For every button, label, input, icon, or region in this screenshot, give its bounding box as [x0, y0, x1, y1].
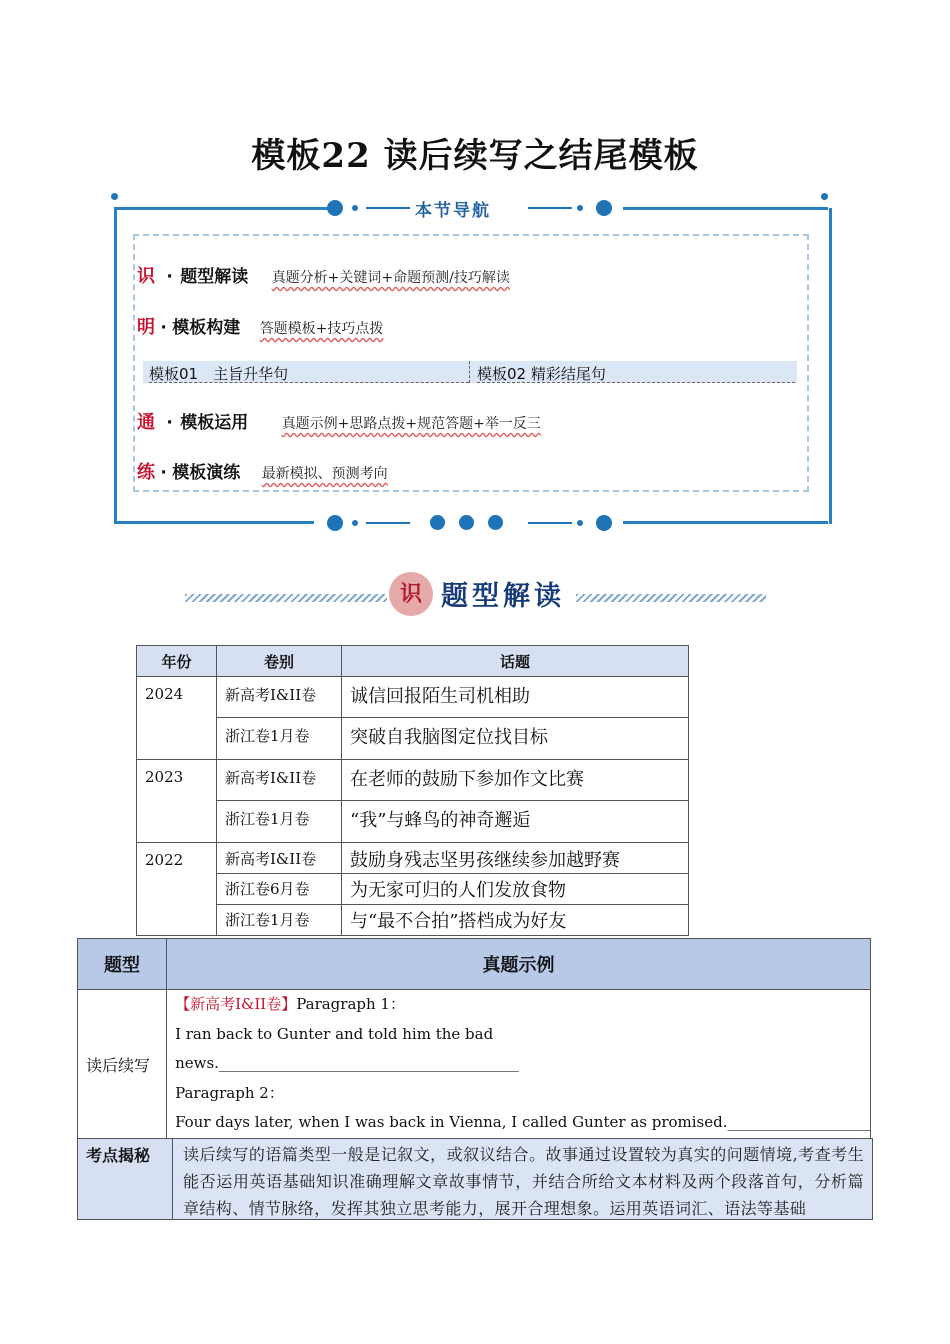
nav-bottom-line-right [623, 521, 828, 524]
page-title: 模板22 读后续写之结尾模板 [251, 136, 699, 176]
corner-dot-left [111, 193, 118, 200]
corner-dot-right [821, 193, 828, 200]
nav-dot-icon [596, 200, 612, 216]
nav-desc: 真题示例+思路点拨+规范答题+举一反三 [281, 416, 541, 432]
nav-dash [528, 522, 572, 524]
section-stripes-right [576, 594, 766, 602]
nav-sep: · [166, 413, 173, 433]
nav-desc: 最新模拟、预测考向 [261, 466, 388, 482]
paper-cell: 新高考I&II卷 [217, 843, 342, 874]
topic-cell: 在老师的鼓励下参加作文比赛 [342, 760, 689, 801]
example-line: news.________________________________________ [175, 1054, 519, 1072]
nav-label: 模板运用 [180, 413, 249, 433]
nav-dot-icon [577, 520, 583, 526]
nav-dash [366, 522, 410, 524]
table-header: 年份 [137, 646, 217, 677]
section-seal-icon: 识 [389, 572, 433, 616]
paper-cell: 浙江卷6月卷 [217, 874, 342, 905]
paper-cell: 浙江卷1月卷 [217, 718, 342, 760]
table-row [137, 843, 689, 874]
example-line: Four days later, when I was back in Vienna, I called Gunter as promised.___________________ [175, 1113, 870, 1131]
table-header: 话题 [342, 646, 689, 677]
nav-desc: 真题分析+关键词+命题预测/技巧解读 [271, 270, 510, 286]
example-text: Paragraph 1： [296, 995, 405, 1013]
paper-cell: 浙江卷1月卷 [217, 801, 342, 843]
key-points-cell [173, 1139, 873, 1220]
topic-cell: 突破自我脑图定位找目标 [342, 718, 689, 760]
topic-cell: 与“最不合拍”搭档成为好友 [342, 905, 689, 936]
question-type-cell: 读后续写 [78, 990, 167, 1140]
table-row [137, 677, 689, 718]
source-tag: 【新高考I&II卷】 [175, 995, 297, 1013]
nav-sep: · [160, 463, 167, 483]
nav-bottom-line-left [114, 521, 314, 524]
nav-dot-icon [352, 520, 358, 526]
nav-dash [366, 207, 410, 209]
table-header: 题型 [78, 939, 167, 990]
nav-dash [528, 207, 572, 209]
nav-desc: 答题模板+技巧点拨 [259, 321, 384, 337]
key-points-table [77, 1138, 873, 1220]
example-line: I ran back to Gunter and told him the bad [175, 1024, 494, 1043]
nav-top-line-right [623, 207, 828, 210]
nav-dot-icon [430, 515, 445, 530]
table-row [137, 874, 689, 905]
nav-dot-icon [577, 205, 583, 211]
template-link-1[interactable] [149, 363, 469, 383]
table-header: 真题示例 [167, 939, 871, 990]
year-cell: 2024 [137, 677, 217, 760]
paper-cell: 浙江卷1月卷 [217, 905, 342, 936]
nav-item-1[interactable] [137, 262, 510, 288]
paper-cell: 新高考I&II卷 [217, 760, 342, 801]
example-line: Paragraph 2： [175, 1083, 284, 1102]
nav-sep: · [160, 318, 167, 338]
nav-dot-icon [488, 515, 503, 530]
template-link-2[interactable] [477, 363, 795, 383]
example-line [175, 990, 870, 1020]
nav-label: 题型解读 [180, 267, 249, 287]
nav-label: 模板演练 [172, 463, 241, 483]
template-divider [469, 361, 471, 383]
nav-top-line-left [114, 207, 334, 210]
year-cell: 2022 [137, 843, 217, 936]
nav-heading: 本节导航 [415, 201, 491, 221]
nav-dot-icon [327, 515, 343, 531]
nav-item-2[interactable] [137, 313, 383, 339]
nav-dot-icon [327, 200, 343, 216]
template-label: 模板02 精彩结尾句 [477, 365, 606, 383]
topic-cell: 诚信回报陌生司机相助 [342, 677, 689, 718]
table-row [137, 760, 689, 801]
table-row [137, 905, 689, 936]
nav-sep: · [166, 267, 173, 287]
nav-item-4[interactable] [137, 458, 388, 484]
template-bar [143, 361, 797, 383]
topic-cell: 为无家可归的人们发放食物 [342, 874, 689, 905]
section-heading: 题型解读 [441, 581, 565, 612]
key-points-text: 读后续写的语篇类型一般是记叙文，或叙议结合。故事通过设置较为真实的问题情境,考查考生能否运用英语基础知识准确理解文章故事情节，并结合所给文本材料及两个段落首句，分析篇章结构、情节脉络，发挥其独立思考能力，展开合理想象。运用英语词汇、语法等基础 [183, 1145, 864, 1218]
table-row [137, 801, 689, 843]
year-cell: 2023 [137, 760, 217, 843]
key-points-label: 考点揭秘 [78, 1139, 173, 1220]
table-row [137, 718, 689, 760]
nav-dot-icon [459, 515, 474, 530]
template-label: 模板01 主旨升华句 [149, 365, 289, 383]
table-header: 卷别 [217, 646, 342, 677]
nav-glyph: 练 [137, 462, 155, 483]
section-stripes-left [185, 594, 387, 602]
example-table [77, 938, 871, 1140]
table-row [78, 990, 871, 1140]
exam-topic-table [136, 645, 689, 936]
topic-cell: 鼓励身残志坚男孩继续参加越野赛 [342, 843, 689, 874]
nav-glyph: 明 [137, 317, 155, 338]
nav-label: 模板构建 [172, 318, 241, 338]
nav-glyph: 通 [137, 412, 155, 433]
topic-cell: “我”与蜂鸟的神奇邂逅 [342, 801, 689, 843]
nav-glyph: 识 [137, 266, 155, 287]
example-cell [167, 990, 871, 1140]
paper-cell: 新高考I&II卷 [217, 677, 342, 718]
nav-dot-icon [596, 515, 612, 531]
nav-dot-icon [352, 205, 358, 211]
nav-item-3[interactable] [137, 408, 541, 434]
